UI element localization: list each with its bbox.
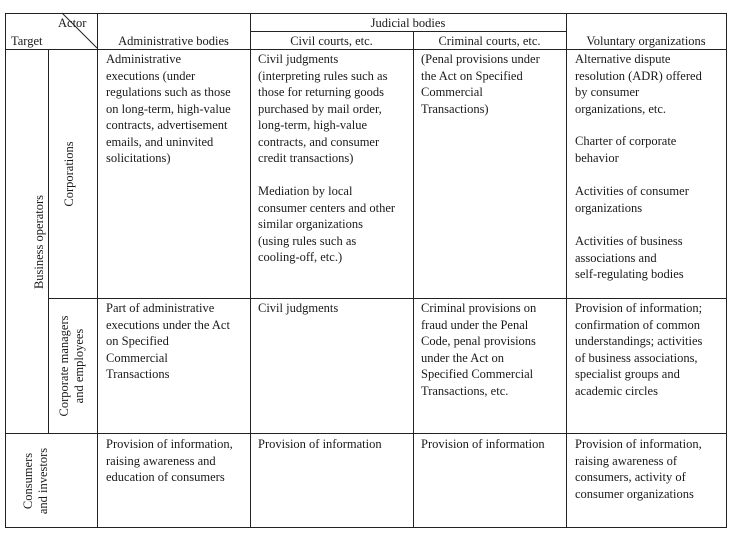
administrative-bodies-header: Administrative bodies xyxy=(118,34,229,48)
managers-administrative-cell: Part of administrative executions under the Act on Specified Commercial Transactions xyxy=(106,301,230,381)
table-border-left xyxy=(5,13,6,528)
managers-label-line1: Corporate managers xyxy=(57,315,71,417)
corporations-criminal-cell: (Penal provisions under the Act on Specified Commercial Transactions) xyxy=(421,52,540,116)
managers-label-line2: and employees xyxy=(72,328,86,404)
corporations-label: Corporations xyxy=(62,141,76,207)
consumers-criminal-cell: Provision of information xyxy=(421,437,545,451)
table-border-right xyxy=(726,13,727,528)
consumers-label-line2: and investors xyxy=(36,447,50,515)
corporations-voluntary-cell-consumer-orgs: Activities of consumer organizations xyxy=(575,184,689,215)
managers-criminal-cell: Criminal provisions on fraud under the Penal Code, penal provisions under the Act on Specified Commercial Transactions, etc. xyxy=(421,301,537,398)
voluntary-organizations-header: Voluntary organizations xyxy=(586,34,706,48)
consumers-label-line1: Consumers xyxy=(21,452,35,510)
target-column-rule xyxy=(97,13,98,528)
corporations-voluntary-cell-business-assoc: Activities of business associations and self-regulating bodies xyxy=(575,234,684,281)
consumers-administrative-cell: Provision of information, raising awareness and education of consumers xyxy=(106,437,233,484)
judicial-bodies-header: Judicial bodies xyxy=(370,16,446,30)
managers-voluntary-cell: Provision of information; confirmation of common understandings; activities of business associations, specialist groups and academic circles xyxy=(575,301,703,398)
actor-label: Actor xyxy=(58,16,87,30)
business-operators-label: Business operators xyxy=(32,194,46,290)
civil-column-rule xyxy=(413,31,414,528)
civil-courts-header: Civil courts, etc. xyxy=(290,34,373,48)
corporations-voluntary-cell-adr: Alternative dispute resolution (ADR) offered by consumer organizations, etc. xyxy=(575,52,702,116)
admin-column-rule xyxy=(250,13,251,528)
corporations-civil-cell-mediation: Mediation by local consumer centers and other similar organizations (using rules such as cooling-off, etc.) xyxy=(258,184,396,264)
criminal-courts-header: Criminal courts, etc. xyxy=(438,34,541,48)
table-border-top xyxy=(5,13,727,14)
criminal-column-rule xyxy=(566,13,567,528)
consumers-voluntary-cell: Provision of information, raising awareness of consumers, activity of consumer organizations xyxy=(575,437,702,501)
consumers-top-rule xyxy=(5,433,727,434)
target-label: Target xyxy=(11,34,43,48)
corporations-administrative-cell: Administrative executions (under regulations such as those on long-term, high-value contracts, advertisement emails, and uninvited solicitations) xyxy=(106,52,231,165)
corporations-civil-cell-judgments: Civil judgments (interpreting rules such as those for returning goods purchased by mail order, long-term, high-value contracts, and consumer credit transactions) xyxy=(258,52,388,165)
managers-top-rule xyxy=(48,298,727,299)
table-border-bottom xyxy=(5,527,727,528)
consumers-civil-cell: Provision of information xyxy=(258,437,382,451)
managers-civil-cell: Civil judgments xyxy=(258,301,339,315)
corporations-voluntary-cell-charter: Charter of corporate behavior xyxy=(575,134,677,165)
